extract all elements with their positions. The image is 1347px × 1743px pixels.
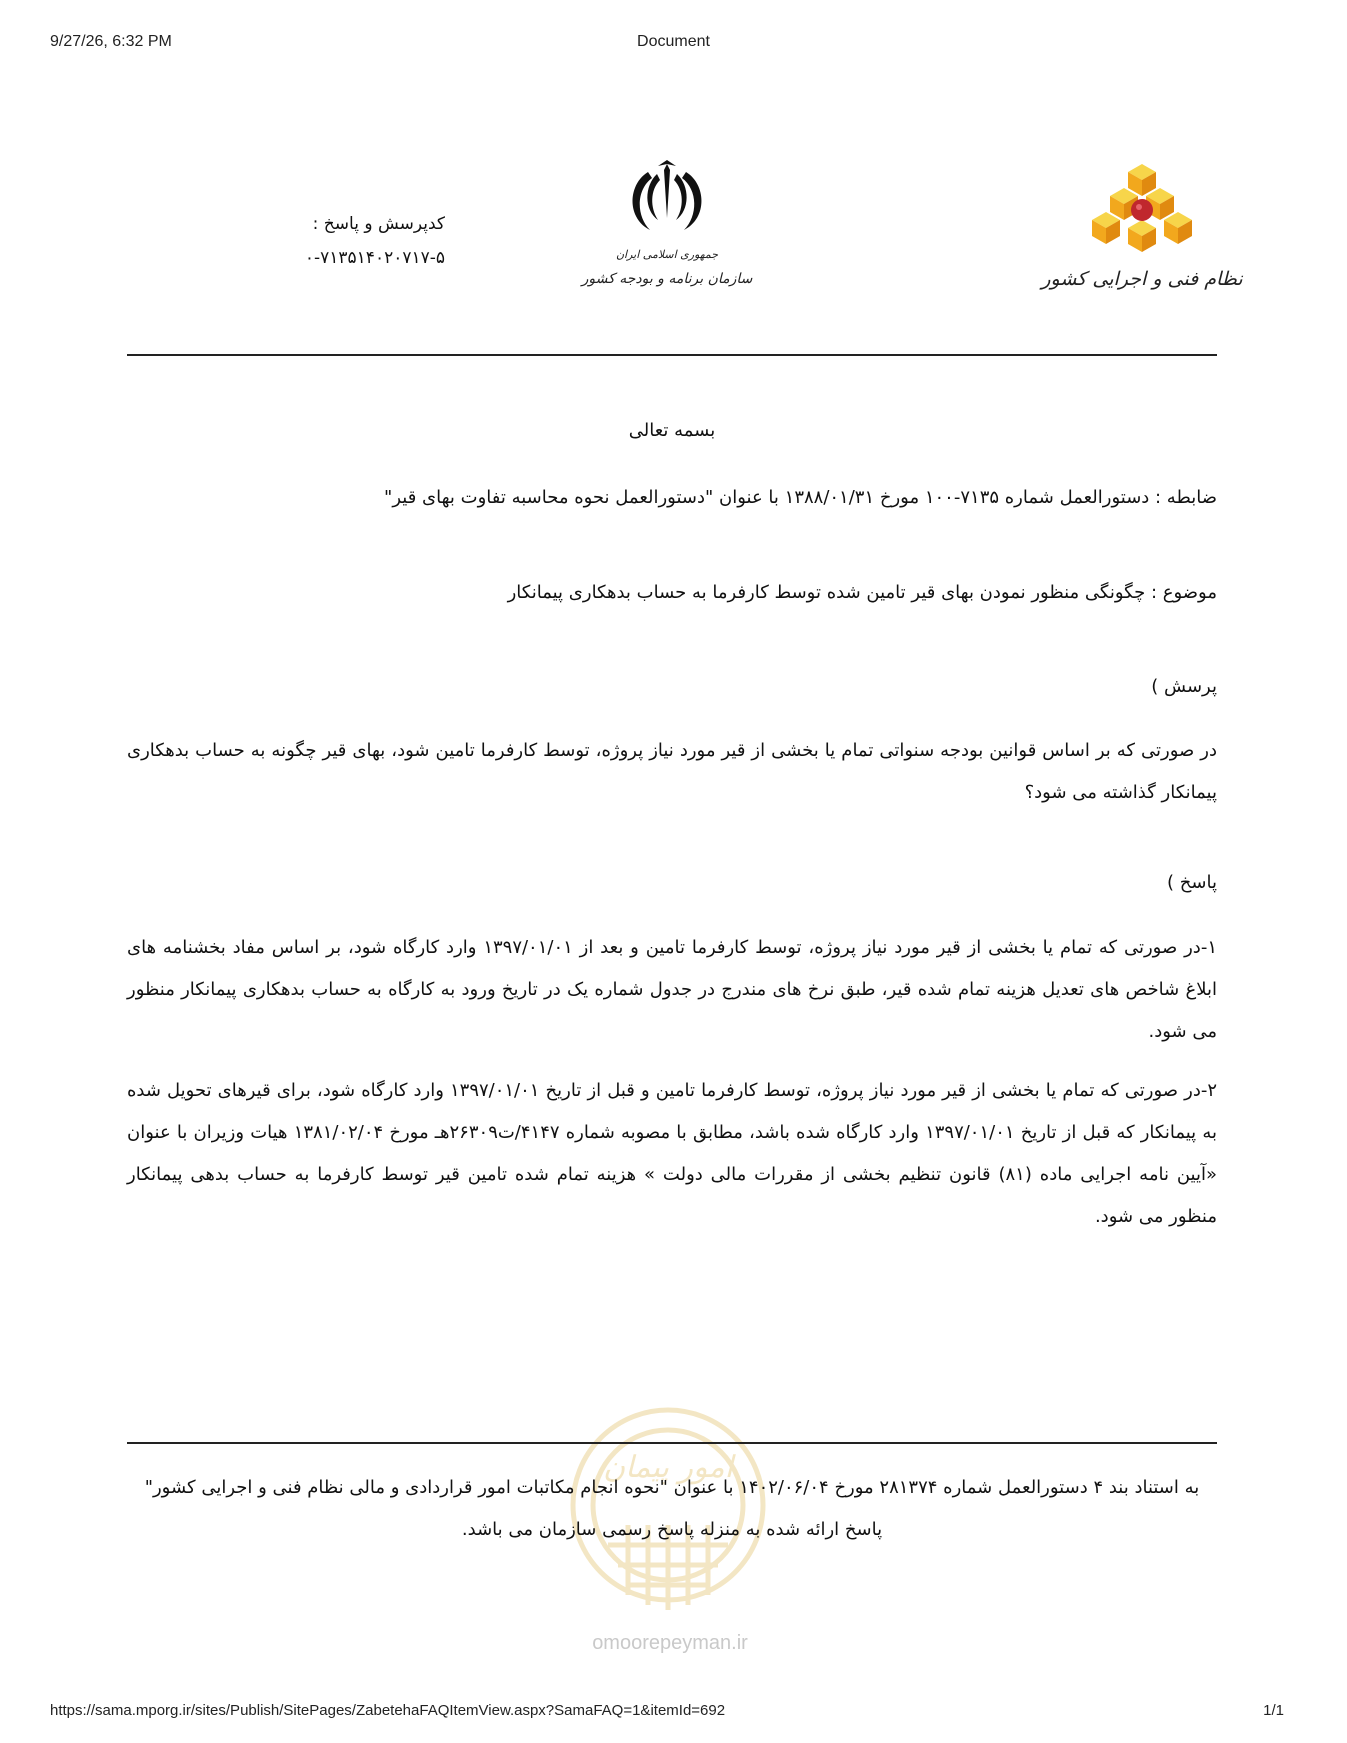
header-divider bbox=[127, 354, 1217, 356]
answer-label: پاسخ ) bbox=[1167, 872, 1217, 893]
iran-emblem-icon bbox=[633, 160, 702, 230]
nezam-fanni-logo bbox=[1041, 160, 1243, 300]
bismillah-heading: بسمه تعالی bbox=[628, 420, 716, 441]
print-datetime: 9/27/26, 6:32 PM bbox=[50, 33, 172, 50]
answer-item-1: ۱-در صورتی که تمام یا بخشی از قیر مورد نیاز پروژه، توسط کارفرما تامین و بعد از ۱۳۹۷/۰۱/۰۱ وارد کارگاه شود، بر اساس مفاد بخشنامه های ابلاغ شاخص های تعدیل هزینه تمام شده قیر، طبق نرخ های مندرج در جدول شماره یک در تاریخ ورود به کارگاه به حساب بدهکاری پیمانکار منظور می شود. bbox=[127, 937, 1217, 1042]
print-title: Document bbox=[637, 33, 710, 50]
question-label: پرسش ) bbox=[1151, 676, 1217, 697]
iran-emblem-logo bbox=[581, 158, 753, 308]
emblem-line2: سازمان برنامه و بودجه کشور bbox=[581, 271, 753, 287]
cube-stack-icon bbox=[1092, 164, 1192, 252]
zabete-line: ضابطه : دستورالعمل شماره ۷۱۳۵-۱۰۰ مورخ ۱۳۸۸/۰۱/۳۱ با عنوان "دستورالعمل نحوه محاسبه تفاوت بهای قیر" bbox=[384, 487, 1217, 508]
faq-code-label: کدپرسش و پاسخ : bbox=[312, 214, 445, 234]
nezam-fanni-logo-text: نظام فنی و اجرایی کشور bbox=[1041, 268, 1243, 290]
footer-divider bbox=[127, 1442, 1217, 1444]
subject-line: موضوع : چگونگی منظور نمودن بهای قیر تامین شده توسط کارفرما به حساب بدهکاری پیمانکار bbox=[507, 582, 1217, 603]
footer-note: به استناد بند ۴ دستورالعمل شماره ۲۸۱۳۷۴ مورخ ۱۴۰۲/۰۶/۰۴ با عنوان "نحوه انجام مکاتبات امور قراردادی و مالی نظام فنی و اجرایی کشور" پاسخ ارائه شده به منزله پاسخ رسمی سازمان می باشد. bbox=[144, 1477, 1200, 1540]
answer-item-2: ۲-در صورتی که تمام یا بخشی از قیر مورد نیاز پروژه، توسط کارفرما تامین و قبل از تاریخ ۱۳۹۷/۰۱/۰۱ وارد کارگاه شود، برای قیرهای تحویل شده به پیمانکار که قبل از تاریخ ۱۳۹۷/۰۱/۰۱ وارد کارگاه شده باشد، مطابق با مصوبه شماره ۴۱۴۷/ت۲۶۳۰۹هـ مورخ ۱۳۸۱/۰۲/۰۴ هیات وزیران با عنوان «آیین نامه اجرایی ماده (۸۱) قانون تنظیم بخشی از مقررات مالی دولت » هزینه تمام شده تامین قیر توسط کارفرما به حساب بدهی پیمانکار منظور می شود. bbox=[127, 1080, 1218, 1227]
question-text: در صورتی که بر اساس قوانین بودجه سنواتی تمام یا بخشی از قیر مورد نیاز پروژه، توسط کارفرما تامین شود، بهای قیر چگونه به حساب بدهکاری پیمانکار گذاشته می شود؟ bbox=[127, 740, 1217, 803]
print-url: https://sama.mporg.ir/sites/Publish/SitePages/ZabetehaFAQItemView.aspx?SamaFAQ=1&itemId=692 bbox=[50, 1702, 726, 1719]
print-page-number: 1/1 bbox=[1263, 1702, 1284, 1719]
emblem-line1: جمهوری اسلامی ایران bbox=[615, 248, 719, 261]
faq-code-block bbox=[230, 207, 445, 275]
watermark-logo-text: امور پیمان bbox=[603, 1450, 733, 1485]
watermark-url: omoorepeyman.ir bbox=[592, 1632, 748, 1654]
faq-code-value: ۰-۷۱۳۵۱۴۰۲۰۷۱۷-۵ bbox=[304, 248, 445, 268]
